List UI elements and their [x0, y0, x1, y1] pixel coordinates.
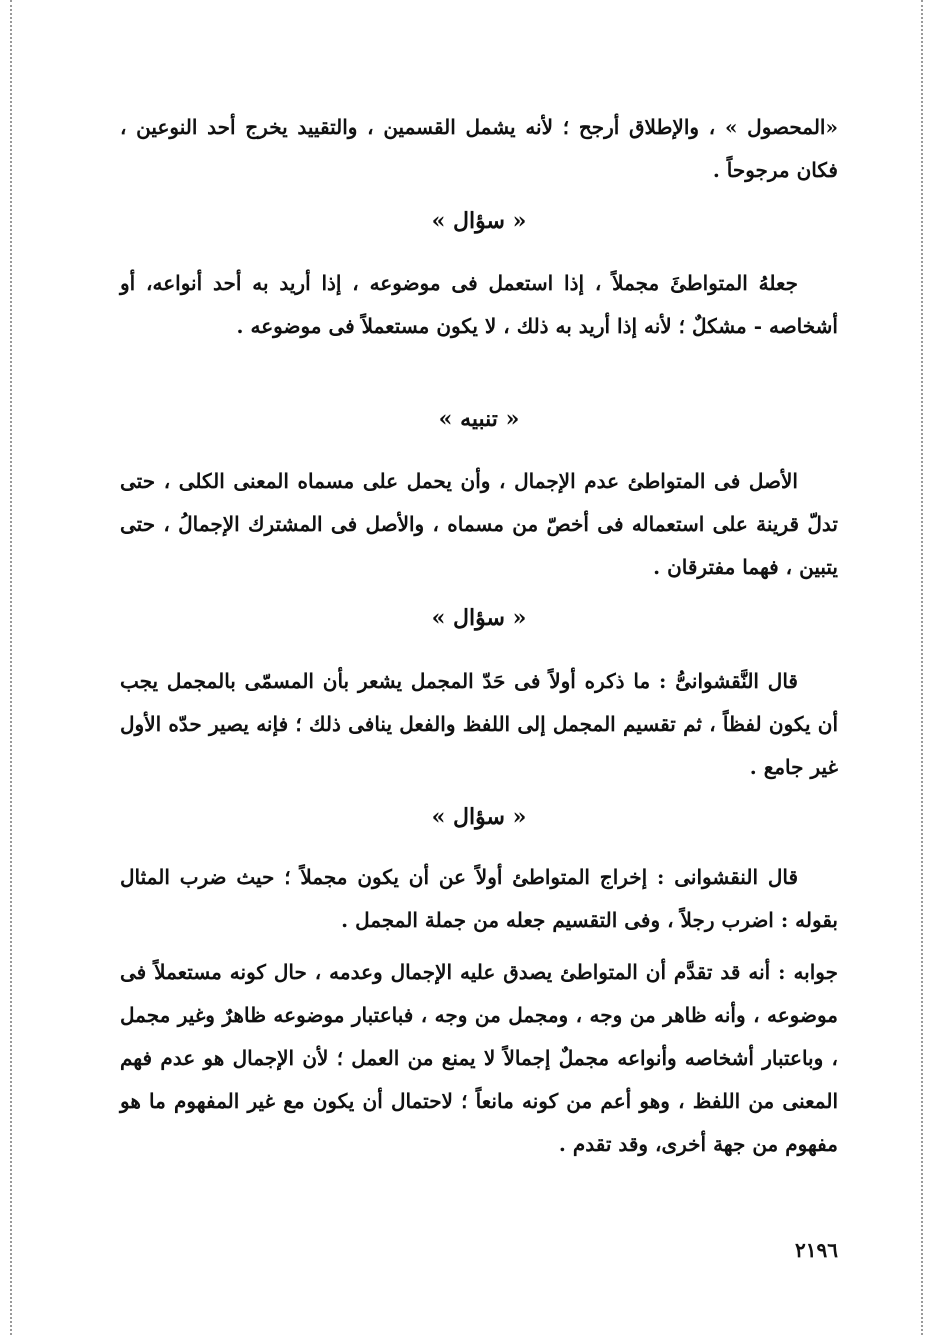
- paragraph-6: جوابه : أنه قد تقدَّم أن المتواطئ يصدق عليه الإجمال وعدمه ، حال كونه مستعملاً فى موضوعه ، وأنه ظاهر من وجه ، ومجمل من وجه ، فباعتبار موضوعه ظاهرٌ وغير مجمل ، وباعتبار أشخاصه وأنواعه مجملٌ إجمالاً لا يمنع من العمل ؛ لأن الإجمال هو عدم فهم المعنى من اللفظ ، وهو أعم من كونه مانعاً ؛ لاحتمال أن يكون مع غير المفهوم ما هو مفهوم من جهة أخرى، وقد تقدم .: [120, 960, 838, 1156]
- left-margin-dots: [10, 0, 12, 1335]
- heading-question-1: « سؤال »: [431, 208, 527, 234]
- paragraph-1: «المحصول » ، والإطلاق أرجح ؛ لأنه يشمل القسمين ، والتقييد يخرج أحد النوعين ، فكان مرجوحاً .: [120, 115, 838, 182]
- paragraph-3: الأصل فى المتواطئ عدم الإجمال ، وأن يحمل على مسماه المعنى الكلى ، حتى تدلّ قرينة على استعماله فى أخصّ من مسماه ، والأصل فى المشترك الإجمالُ ، حتى يتبين ، فهما مفترقان .: [120, 469, 838, 579]
- heading-question-3: « سؤال »: [431, 804, 527, 830]
- page-number: ٢١٩٦: [795, 1238, 838, 1262]
- heading-notice: « تنبيه »: [438, 406, 520, 432]
- heading-question-2: « سؤال »: [431, 605, 527, 631]
- right-margin-dots: [921, 0, 923, 1335]
- paragraph-5: قال النقشوانى : إخراج المتواطئ أولاً عن أن يكون مجملاً ؛ حيث ضرب المثال بقوله : اضرب رجلاً ، وفى التقسيم جعله من جملة المجمل .: [120, 865, 838, 932]
- paragraph-2: جعلهُ المتواطئَ مجملاً ، إذا استعمل فى موضوعه ، إذا أريد به أحد أنواعه، أو أشخاصه - مشكلٌ ؛ لأنه إذا أريد به ذلك ، لا يكون مستعملاً فى موضوعه .: [120, 271, 838, 338]
- paragraph-4: قال النَّقشوانىُّ : ما ذكره أولاً فى حَدّ المجمل يشعر بأن المسمّى بالمجمل يجب أن يكون لفظاً ، ثم تقسيم المجمل إلى اللفظ والفعل ينافى ذلك ؛ فإنه يصير حدّه الأول غير جامع .: [120, 669, 838, 779]
